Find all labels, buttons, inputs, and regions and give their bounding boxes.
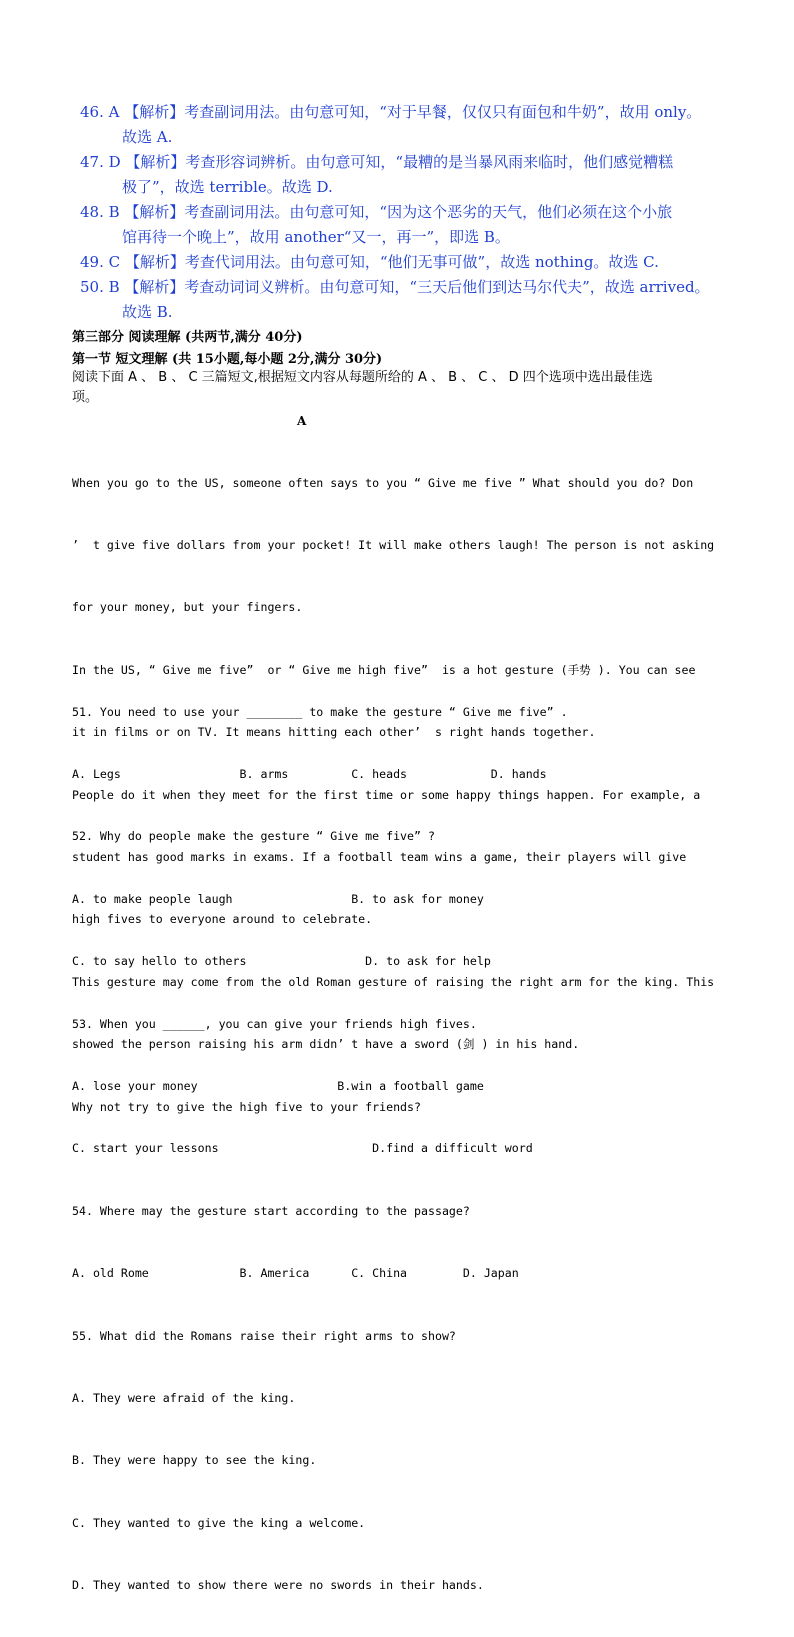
passage-line: Why not try to give the high five to your friends?	[72, 1099, 422, 1114]
passage-line: showed the person raising his arm didn’ t have a sword (剑 ) in his hand.	[72, 1037, 580, 1052]
answer-50-line1: 50. B 【解析】考查动词词义辨析。由句意可知，“三天后他们到达马尔代夫”，故选 arrived。	[80, 278, 710, 296]
questions	[72, 660, 568, 1637]
answer-50-line2: 故选 B.	[122, 303, 173, 321]
option-55-c: C. They wanted to give the king a welcome.	[72, 1515, 366, 1530]
options-53-ab: A. lose your money B.win a football game	[72, 1078, 484, 1093]
answer-48-line2: 馆再待一个晚上”，故用 another“又一，再一”，即选 B。	[122, 228, 510, 246]
passage-line: When you go to the US, someone often says to you “ Give me five ” What should you do? Don	[72, 475, 694, 490]
question-51: 51. You need to use your ________ to make the gesture “ Give me five” .	[72, 704, 568, 719]
answer-47-line1: 47. D 【解析】考查形容词辨析。由句意可知，“最糟的是当暴风雨来临时，他们感觉糟糕	[80, 153, 674, 171]
answer-block	[80, 100, 780, 325]
instructions	[72, 368, 732, 408]
question-55: 55. What did the Romans raise their right arms to show?	[72, 1328, 456, 1343]
passage-line: People do it when they meet for the first time or some happy things happen. For example, a	[72, 787, 701, 802]
options-51: A. Legs B. arms C. heads D. hands	[72, 766, 547, 781]
passage-label: A	[297, 414, 307, 428]
passage-line: it in films or on TV. It means hitting each other’ s right hands together.	[72, 725, 596, 740]
answer-48-line1: 48. B 【解析】考查副词用法。由句意可知，“因为这个恶劣的天气，他们必须在这个小旅	[80, 203, 673, 221]
answer-49-line1: 49. C 【解析】考查代词用法。由句意可知，“他们无事可做”，故选 nothing。故选 C.	[80, 253, 659, 271]
passage-line: student has good marks in exams. If a football team wins a game, their players will give	[72, 849, 687, 864]
question-54: 54. Where may the gesture start according to the passage?	[72, 1203, 470, 1218]
answer-46-line2: 故选 A.	[122, 128, 173, 146]
question-53: 53. When you ______, you can give your friends high fives.	[72, 1016, 477, 1031]
options-52-cd: C. to say hello to others D. to ask for help	[72, 954, 491, 969]
passage-line: for your money, but your fingers.	[72, 600, 303, 615]
passage-line: ’ t give five dollars from your pocket! It will make others laugh! The person is not asking	[72, 537, 715, 552]
passage-line: In the US, “ Give me five” or “ Give me high five” is a hot gesture (手势 ). You can see	[72, 662, 696, 677]
section-title: 第一节 短文理解 (共 15小题,每小题 2分,满分 30分)	[72, 352, 383, 367]
part-title: 第三部分 阅读理解 (共两节,满分 40分)	[72, 330, 303, 345]
option-55-d: D. They wanted to show there were no swords in their hands.	[72, 1578, 484, 1593]
options-53-cd: C. start your lessons D.find a difficult word	[72, 1141, 533, 1156]
instruction-line-1: 阅读下面 A 、 B 、 C 三篇短文,根据短文内容从每题所给的 A 、 B 、 C 、 D 四个选项中选出最佳选	[72, 370, 653, 385]
answer-47-line2: 极了”，故选 terrible。故选 D.	[122, 178, 333, 196]
passage-line: This gesture may come from the old Roman gesture of raising the right arm for the king. This	[72, 974, 715, 989]
passage-line: high fives to everyone around to celebrate.	[72, 912, 373, 927]
instruction-line-2: 项。	[72, 390, 99, 405]
option-55-a: A. They were afraid of the king.	[72, 1390, 296, 1405]
options-52-ab: A. to make people laugh B. to ask for money	[72, 891, 484, 906]
option-55-b: B. They were happy to see the king.	[72, 1453, 317, 1468]
question-52: 52. Why do people make the gesture “ Give me five” ?	[72, 829, 435, 844]
answer-46-line1: 46. A 【解析】考查副词用法。由句意可知，“对于早餐，仅仅只有面包和牛奶”，故用 only。	[80, 103, 702, 121]
options-54: A. old Rome B. America C. China D. Japan	[72, 1266, 519, 1281]
